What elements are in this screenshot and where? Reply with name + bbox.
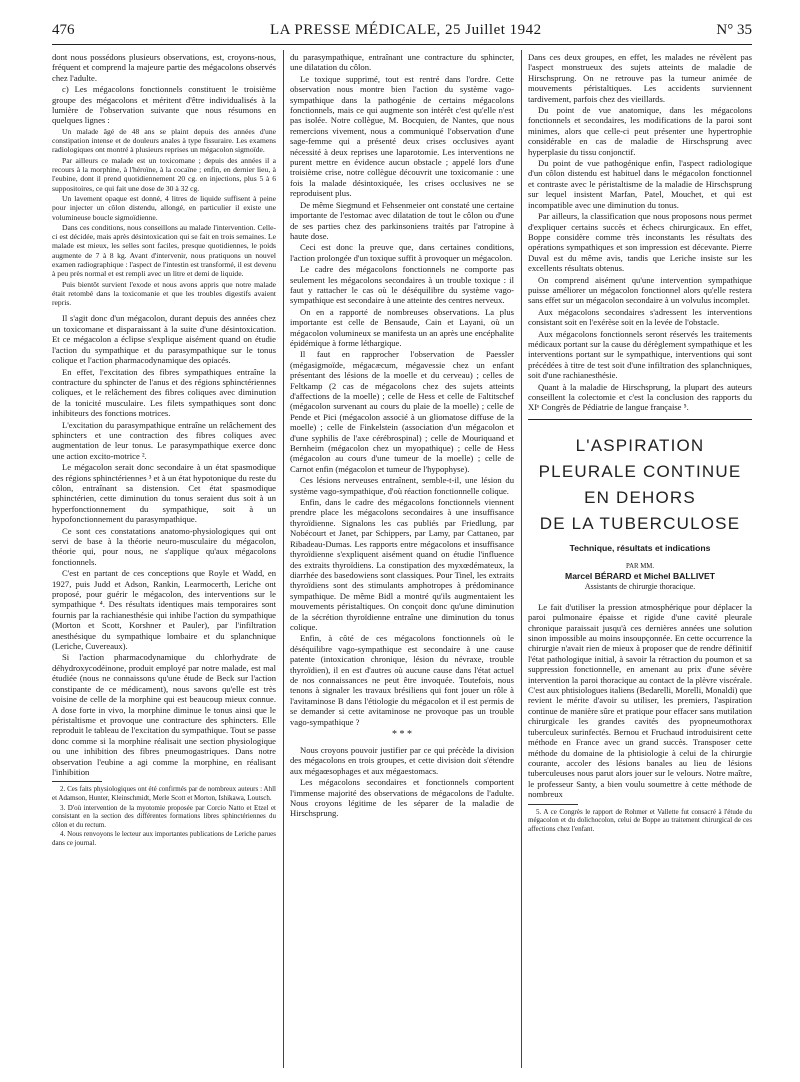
article-title-line: L'ASPIRATION bbox=[575, 435, 705, 455]
column-divider bbox=[521, 50, 522, 1068]
paragraph: Du point de vue pathogénique enfin, l'aspect radiologique d'un côlon distendu est habituel dans le mégacolon fonctionnel et contraste avec le péristaltisme de la maladie de Hirschsprung sur lequel insistent Marfan, Patel, Mouchet, et qui est incompatible avec une diminution du tonus. bbox=[528, 158, 752, 210]
paragraph: dont nous possédons plusieurs observations, est, croyons-nous, fréquent et comprend la majeure partie des mégacolons observés chez l'adulte. bbox=[52, 52, 276, 83]
issue-number: N° 35 bbox=[716, 22, 752, 38]
paragraph: Ce sont ces constatations anatomo-physiologiques qui ont servi de base à la théorie neuro-musculaire du mégacolon, théorie qui, pour nous, ne s'applique qu'aux mégacolons fonctionnels. bbox=[52, 525, 276, 567]
paragraph: Du point de vue anatomique, dans les mégacolons fonctionnels et secondaires, les modifications de la paroi sont minimes, alors que celle-ci peut présenter une hypertrophie considérable en cas de maladie de Hirschsprung avec hyperplasie du tissu conjonctif. bbox=[528, 105, 752, 157]
case-paragraph: Un lavement opaque est donné, 4 litres de liquide suffisent à peine pour injecter un côlon distendu, allongé, en particulier il existe une volumineuse boucle sigmoïdienne. bbox=[52, 193, 276, 222]
paragraph: Le mégacolon serait donc secondaire à un état spasmodique des régions sphinctériennes ³ et à un état hypotonique du reste du côlon, entraînant sa distension. Cet état spasmodique sphinctérien, cette diminution du tonus seraient dus soit à un hyperfonctionnement du sympathique, soit à un hypofonctionnement du parasympathique. bbox=[52, 462, 276, 525]
column-divider bbox=[283, 50, 284, 1068]
paragraph: Par ailleurs, la classification que nous proposons nous permet d'expliquer certains succès et échecs chirurgicaux. En effet, Boppe considère comme très inconstants les résultats des opérations sympathiques et son impression est décevante. Pierre Duval est du même avis, tandis que Leriche insiste sur les excellents résultats obtenus. bbox=[528, 211, 752, 274]
paragraph: Dans ces deux groupes, en effet, les malades ne révèlent pas l'aspect monstrueux des sujets atteints de maladie de Hirschsprung. On ne retrouve pas la tumeur animée de mouvements péristaltiques. Les accidents surviennent tardivement, parfois chez des vieillards. bbox=[528, 52, 752, 104]
paragraph: Aux mégacolons secondaires s'adressent les interventions consistant soit en l'exérèse soit en la levée de l'obstacle. bbox=[528, 306, 752, 328]
article-authors: Marcel BÉRARD et Michel BALLIVET bbox=[565, 570, 715, 581]
paragraph: Ceci est donc la preuve que, dans certaines conditions, l'action prolongée d'un toxique suffit à provoquer un mégacolon. bbox=[290, 242, 514, 263]
column-right bbox=[528, 52, 752, 1064]
page-number: 476 bbox=[52, 22, 75, 38]
paragraph: Le toxique supprimé, tout est rentré dans l'ordre. Cette observation nous montre bien l'action du système vago-sympathique dans la pathogénie de certains mégacolons fonctionnels, mais ce qui augmente son intérêt c'est qu'elle n'est pas isolée. Notre collègue, M. Bocquien, de Nantes, que nous remercions vivement, nous a communiqué l'observation d'une sage-femme qui a présenté deux crises occlusives ayant nécessité à deux reprises une laparotomie. Les interventions ne purent mettre en évidence aucun obstacle ; appelé lors d'une troisième crise, notre collègue découvrit une toxicomanie : une fois la malade désintoxiquée, les crises occlusives ne se reproduisent plus. bbox=[290, 73, 514, 199]
footnote: 4. Nous renvoyons le lecteur aux importantes publications de Leriche parues dans ce journal. bbox=[52, 830, 276, 847]
paragraph: Il faut en rapprocher l'observation de Paessler (mégasigmoïde, mégacæcum, mégavessie chez un enfant présentant des lésions de la moelle et du cerveau) ; celles de Feltkamp (2 cas de mégacolons chez des sujets atteints d'affections de la moelle) ; celle de Hess et celle de Faltitschef (mégacolon survenant au cours du plaie de la moelle) ; celle de Pende et Pici (mégacolon associé à un gliomatose diffuse de la moelle) ; celle de Finkelstein (association d'un mégacolon et d'une syphilis de l'axe cérébrospinal) ; celle de Mouriquand et Bernheim (mégacolon chez un myopathique) ; celle de Hess (mégacolon au cours d'une tumeur de la moelle) ; celle de Carnot enfin (mégacolon et tumeur de l'hypophyse). bbox=[290, 349, 514, 474]
paragraph: Le cadre des mégacolons fonctionnels ne comporte pas seulement les mégacolons secondaires à un trouble toxique : il faut y rattacher le cas où le déséquilibre du système vago-sympathique est secondaire à une atteinte des centres nerveux. bbox=[290, 264, 514, 306]
case-paragraph: Un malade âgé de 48 ans se plaint depuis des années d'une constipation intense et de douleurs anales à type fissuraire. Les examens radiologiques ont montré à plusieurs reprises un mégacolon sigmoïde. bbox=[52, 126, 276, 155]
paragraph: Nous croyons pouvoir justifier par ce qui précède la division des mégacolons en trois groupes, et cette division doit s'étendre aux mégaœsophages et aux mégaestomacs. bbox=[290, 745, 514, 776]
footnote: 3. D'où intervention de la myotomie proposée par Corcio Natto et Etzel et consistant en la section des différentes formations libres sphinctériennes du côlon et du rectum. bbox=[52, 803, 276, 829]
column-left bbox=[52, 52, 276, 1064]
paragraph: c) Les mégacolons fonctionnels constituent le troisième groupe des mégacolons et méritent d'être individualisés à la lumière de l'observation suivante que nous résumons en quelques lignes : bbox=[52, 84, 276, 126]
paragraph: On comprend aisément qu'une intervention sympathique puisse améliorer un mégacolon fonctionnel alors qu'elle restera sans effet sur un mégacolon secondaire à un volvulus incomplet. bbox=[528, 274, 752, 306]
paragraph: Il s'agit donc d'un mégacolon, durant depuis des années chez un toxicomane et disparaissant à la suite d'une désintoxication. Et ce mégacolon a éclipse s'explique aisément quand on étudie l'action du sympathique et du parasympathique sur le tonus colique et l'action pharmacodynamique des opiacés. bbox=[52, 313, 276, 366]
paragraph: Si l'action pharmacodynamique du chlorhydrate de déhydroxycodéinone, produit employé par notre malade, est mal étudiée (nous ne connaissons qu'une étude de Beck sur l'action constipante de ce médicament), nous savons qu'elle est très voisine de celle de la morphine qui est beaucoup mieux connue. A dose forte in vivo, la morphine diminue le tonus ainsi que le péristaltisme et provoque une contracture des sphincters. Elle reproduit le tableau de l'excitation du sympathique. Tout se passe donc comme si la morphine réalisait une section physiologique ou une inhibition des fibres pneumogastriques. Dans notre observation l'eubine a agi comme la morphine, en réalisant l'inhibition bbox=[52, 652, 276, 777]
footnote: 2. Ces faits physiologiques ont été confirmés par de nombreux auteurs : Ahll et Adamson, Hunter, Kleinschmidt, Merle Scott et Morton, Ishikawa, Loutsch. bbox=[52, 785, 276, 802]
paragraph: Aux mégacolons fonctionnels seront réservés les traitements médicaux portant sur la cause du dérèglement sympathique et les interventions portant sur le sympathique, interventions qui sont précédées à titre de test soit d'une infiltration des splanchniques, soit d'une rachianesthésie. bbox=[528, 328, 752, 381]
paragraph: Quant à la maladie de Hirschsprung, la plupart des auteurs conseillent la colectomie et c'est la conclusion des rapports du XIᵉ Congrès de Pédiatrie de langue française ⁵. bbox=[528, 381, 752, 413]
article-subtitle: Technique, résultats et indications bbox=[569, 542, 711, 553]
article-title-line: PLEURALE CONTINUE bbox=[538, 461, 742, 481]
article-title-line: EN DEHORS bbox=[584, 487, 696, 507]
footnote-separator bbox=[528, 804, 578, 805]
case-paragraph: Par ailleurs ce malade est un toxicomane ; depuis des années il a recours à la morphine, à l'héroïne, à la cocaïne ; enfin, en dernier lieu, à l'eubine, dont il prend quotidiennement 20 cg. en injections, plus 5 à 6 suppositoires, ce qui fait une dose de 30 à 32 cg. bbox=[52, 155, 276, 193]
article-par: PAR MM. bbox=[625, 562, 655, 570]
paragraph: De même Siegmund et Fehsenmeier ont constaté une certaine importante de l'estomac avec dilatation de tout le côlon ou d'une de ses parties chez des parkinsoniens traités par l'atropine à haute dose. bbox=[290, 199, 514, 241]
paragraph: Ces lésions nerveuses entraînent, semble-t-il, une lésion du système vago-sympathique, d'où réaction fonctionnelle colique. bbox=[290, 475, 514, 496]
paragraph: Le fait d'utiliser la pression atmosphérique pour déplacer la paroi pulmonaire épaisse et rigide d'une cavité pleurale chronique paraissait jusqu'à ces dernières années une solution sinon impossible au moins insoupçonnée. En cette occurrence la chirurgie n'avait rien de mieux à proposer que de rendre définitif l'état pathologique initial, à savoir la rétraction du poumon et sa suppression fonctionnelle, en amenant au prix d'une sévère intervention la paroi thoracique au contact de la plèvre viscérale. C'est aux phtisiologues italiens (Bedarelli, Morelli, Monaldi) que revient le mérite d'avoir su utiliser, les premiers, l'aspiration continue de manière sûre et pratique pour effacer sans mutilation chirurgicale les grandes cavités des pyopneumothorax tuberculeux surinfectés. Bernou et Fruchaud introduisirent cette méthode en France avec un grand succès. Transposer cette méthode du domaine de la phtisiologie à celui de la chirurgie courante, accoler des lésions banales au lieu de lésions tuberculeuses nous parut alors jouer sur le velours. Notre maître, le professeur Santy, a bien voulu soumettre à cette méthode de nombreux bbox=[528, 601, 752, 800]
case-paragraph: Puis bientôt survient l'exode et nous avons appris que notre malade était retombé dans la toxicomanie et que les troubles digestifs avaient repris. bbox=[52, 279, 276, 308]
footnote: 5. A ce Congrès le rapport de Rohmer et Vallette fut consacré à l'étude du mégacolon et du dolichocolon, celui de Boppe au traitement chirurgical de ces affections chez l'enfant. bbox=[528, 807, 752, 833]
footnote-separator bbox=[52, 781, 102, 782]
section-separator-stars: * * * bbox=[392, 729, 412, 740]
page-header bbox=[52, 22, 752, 42]
paragraph: Les mégacolons secondaires et fonctionnels comportent l'immense majorité des observations de mégacolons de l'adulte. Nous croyons légitime de les séparer de la maladie de Hirschsprung. bbox=[290, 777, 514, 819]
case-paragraph: Dans ces conditions, nous conseillons au malade l'intervention. Celle-ci est décidée, mais après désintoxication qui se fait en trois semaines. Le malade est mieux, les selles sont faciles, presque quotidiennes, le poids augmente de 7 à 8 kg. Avant d'intervenir, nous pratiquons un nouvel examen radiographique : l'aspect de l'intestin est transformé, il est devenu à peu près normal et est rempli avec un litre et demi de liquide. bbox=[52, 222, 276, 279]
journal-title: LA PRESSE MÉDICALE, 25 Juillet 1942 bbox=[270, 22, 542, 38]
paragraph: C'est en partant de ces conceptions que Royle et Wadd, en 1927, puis Judd et Adson, Rankin, Learmocerth, Leriche ont proposé, pour guérir le mégacolon, des interventions sur le sympathique ⁴. Des résultats identiques mais temporaires sont fournis par la rachianesthésie qui inhibe l'action du sympathique (Morton et Scott, Korshner et Pauler), par l'infiltration anesthésique du sympathique lombaire et du splanchnique (Leriche, Cuvereaux). bbox=[52, 568, 276, 652]
paragraph: Enfin, dans le cadre des mégacolons fonctionnels viennent prendre place les mégacolons secondaires à une insuffisance thyroïdienne. Signalons les cas publiés par Friedlung, par Nobécourt et Janet, par Schippers, par Lamy, par Cattaneo, par Ribadeau-Dumas. Les rapports entre mégacolons et insuffisance thyroïdienne s'expliquent aisément quand on étudie l'influence des extraits thyroïdiens. La constipation des myxœdémateux, la diarrhée des basedowiens sont classiques. Pour Tinel, les extraits thyroïdiens sont des stimulants amphotropes à prédominance sympathique. De même Bidl a montré qu'ils augmentaient les mouvements péristaltiques. On conçoit donc qu'une diminution de la sécrétion thyroïdienne entraîne une diminution du tonus colique. bbox=[290, 497, 514, 632]
paragraph: On en a rapporté de nombreuses observations. La plus importante est celle de Bensaude, Cain et Layani, où un mégacolon volumineux se manifesta un an après une encéphalite épidémique à forme léthargique. bbox=[290, 306, 514, 348]
column-middle bbox=[290, 52, 514, 1064]
paragraph: Enfin, à côté de ces mégacolons fonctionnels où le déséquilibre vago-sympathique est secondaire à une cause patente (intoxication chronique, lésion du névraxe, trouble thyroïdien), il en est d'autres où aucune cause dans l'état actuel de nos connaissances ne peut être invoquée. Toutefois, nous tenons à signaler les travaux brésiliens qui font jouer un rôle à l'avitaminose B dans l'étiologie du mégacolon et il est permis de se demander si cette avitaminose ne provoque pas un trouble vago-sympathique ? bbox=[290, 633, 514, 727]
article-rule bbox=[528, 419, 752, 420]
paragraph: du parasympathique, entraînant une contracture du sphincter, une dilatation du côlon. bbox=[290, 52, 514, 73]
paragraph: En effet, l'excitation des fibres sympathiques entraîne la contracture du sphincter de l'anus et des régions sphinctériennes coliques, et le relâchement des fibres coliques avec diminution de la tonicité musculaire. Les filets sympathiques sont donc inhibiteurs des fonctions motrices. bbox=[52, 366, 276, 419]
article-affiliation: Assistants de chirurgie thoracique. bbox=[584, 581, 696, 591]
article-title-line: DE LA TUBERCULOSE bbox=[539, 513, 741, 533]
paragraph: L'excitation du parasympathique entraîne un relâchement des sphincters et une contraction des fibres coliques avec augmentation de leur tonus. Le parasympathique exerce donc une action excito-motrice ². bbox=[52, 419, 276, 461]
header-rule bbox=[52, 44, 752, 45]
